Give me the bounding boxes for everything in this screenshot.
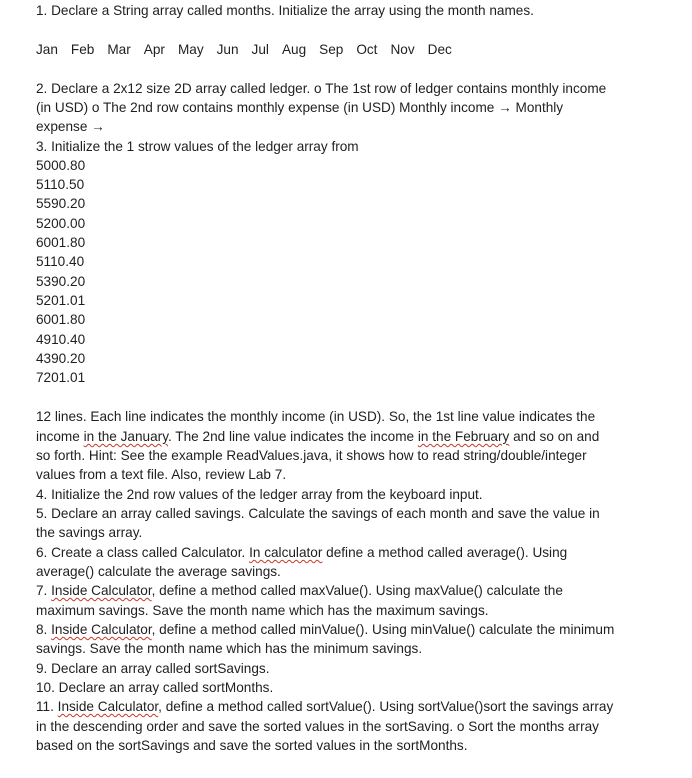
income-value: 5590.20 [36,196,86,211]
item-11-line-2: in the descending order and save the sorted values in the sortSaving. o Sort the months array [36,719,599,734]
item-2-line-1: 2. Declare a 2x12 size 2D array called ledger. o The 1st row of ledger contains monthly income [36,81,607,96]
paragraph-line-3 [36,446,587,465]
item-5-line-1: 5. Declare an array called savings. Calculate the savings of each month and save the value in [36,506,600,521]
month-name: Aug [281,42,307,57]
month-name: Apr [143,42,165,57]
income-value: 5110.50 [36,177,85,192]
spellcheck-flag: in the January [83,429,168,444]
item-6-line-2: average() calculate the average savings. [36,564,281,579]
income-value: 5110.40 [36,254,85,269]
item-11-line-3: based on the sortSavings and save the sorted values in the sortMonths. [36,738,468,753]
income-value: 5000.80 [36,158,86,173]
paragraph-line-4: values from a text file. Also, review Lab 7. [36,467,287,482]
text-span: . The 2nd line value indicates the income [168,429,418,444]
month-name: May [177,42,204,57]
paragraph-line-1: 12 lines. Each line indicates the monthly income (in USD). So, the 1st line value indicates the [36,409,596,424]
item-2-line-3: expense → [36,119,105,134]
income-value: 6001.80 [36,235,86,250]
item-10-text: 10. Declare an array called sortMonths. [36,680,274,695]
item-6-line-1 [36,543,567,562]
item-7-line-2: maximum savings. Save the month name which has the maximum savings. [36,603,489,618]
month-name: Jun [216,42,239,57]
spellcheck-flag: In calculator [249,545,323,560]
text-span: ReadValues [226,448,300,463]
month-name: Mar [107,42,131,57]
month-name: Jul [251,42,269,57]
text-span: 6. Create a class called Calculator. [36,545,250,560]
item-3-line-1: 3. Initialize the 1 strow values of the ledger array from [36,139,359,154]
item-7-line-1 [36,581,563,600]
income-value: 5200.00 [36,216,86,231]
text-span: so forth. Hint: See the example [36,448,227,463]
spellcheck-flag: in the February [417,429,510,444]
text-span: 7. [36,583,52,598]
item-8-line-1 [36,620,614,639]
item-11-line-1 [36,697,613,716]
item-8-line-2: savings. Save the month name which has the minimum savings. [36,641,423,656]
income-value: 4390.20 [36,351,86,366]
text-span: 8. [36,622,52,637]
month-name: Feb [70,42,95,57]
item-2-line-2: (in USD) o The 2nd row contains monthly expense (in USD) Monthly income → Monthly [36,100,564,115]
income-value: 4910.40 [36,332,86,347]
item-5-line-2: the savings array. [36,525,143,540]
income-value: 7201.01 [36,370,86,385]
spellcheck-flag: Inside Calculator [51,583,152,598]
text-span: income [36,429,84,444]
text-span: define a method called average(). Using [322,545,568,560]
paragraph-line-2 [36,427,599,446]
text-span: , define a method called minValue(). Using minValue() calculate the minimum [151,622,615,637]
text-span: and so on and [509,429,600,444]
item-1-text: 1. Declare a String array called months. Initialize the array using the month names. [36,3,534,18]
item-9-text: 9. Declare an array called sortSavings. [36,661,270,676]
month-name: Dec [427,42,452,57]
income-value: 6001.80 [36,312,86,327]
text-span: 11. [36,699,58,714]
item-4-text: 4. Initialize the 2nd row values of the ledger array from the keyboard input. [36,487,483,502]
spellcheck-flag: Inside Calculator [51,622,152,637]
month-name: Jan [36,42,58,57]
month-name: Nov [390,42,415,57]
month-name: Sep [319,42,344,57]
text-span: .java, it shows how to read string/double/integer [299,448,587,463]
spellcheck-flag: Inside Calculator [57,699,159,714]
income-value: 5201.01 [36,293,86,308]
text-span: , define a method called maxValue(). Using maxValue() calculate the [151,583,563,598]
month-name: Oct [356,42,378,57]
month-names-row [36,40,465,59]
income-value: 5390.20 [36,274,86,289]
text-span: , define a method called sortValue(). Using sortValue()sort the savings array [158,699,614,714]
